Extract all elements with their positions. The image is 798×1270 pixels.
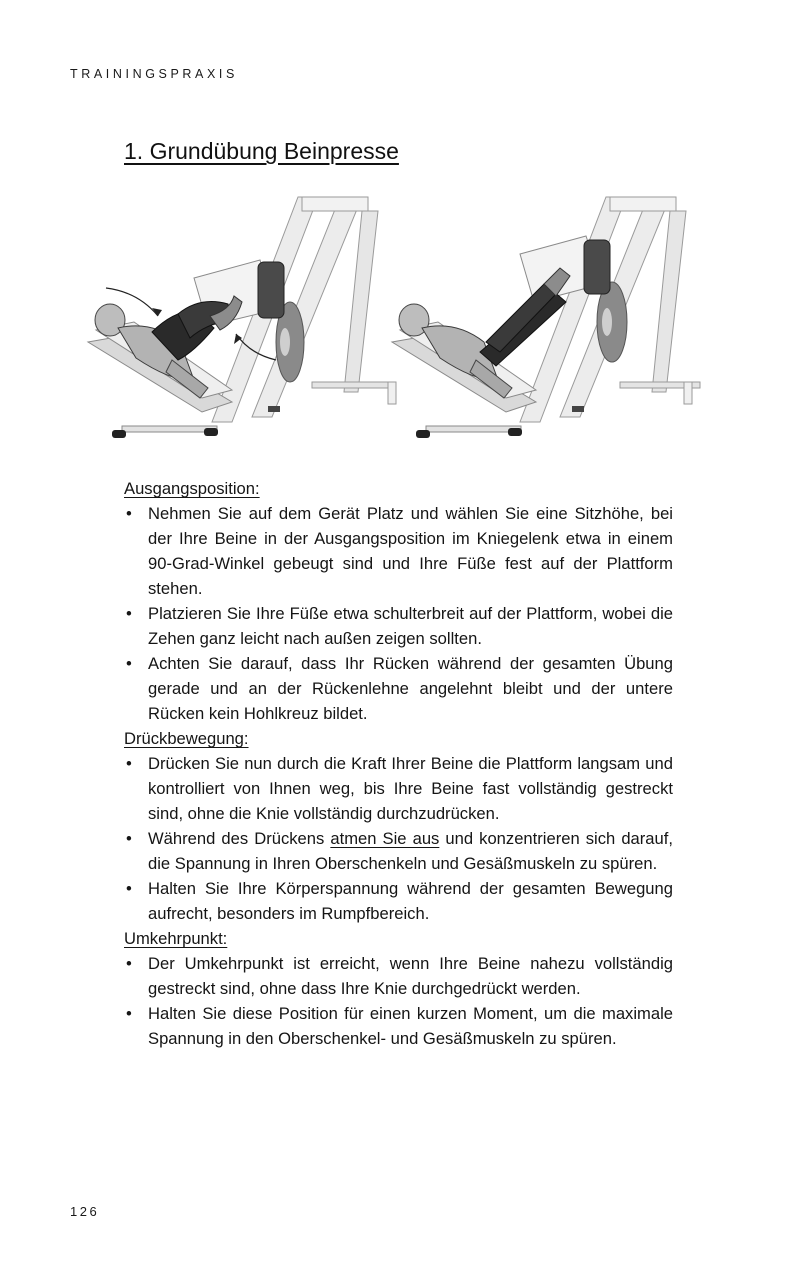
list-item: • Achten Sie darauf, dass Ihr Rücken während der gesamten Übung gerade und an der Rückenlehne angelehnt bleibt und der untere Rücken kein Hohlkreuz bildet. [124,651,673,726]
section-heading-drueckbewegung: Drückbewegung: [124,729,249,748]
list-ausgangsposition [124,501,673,726]
leg-press-illustration [82,192,702,454]
list-item-text: Während des Drückens [148,829,331,848]
page-title: 1. Grundübung Beinpresse [124,138,399,164]
list-drueckbewegung [124,751,673,926]
leg-press-end-position [392,197,700,438]
section-heading-umkehrpunkt: Umkehrpunkt: [124,929,228,948]
list-item: • Drücken Sie nun durch die Kraft Ihrer Beine die Plattform langsam und kontrolliert von Ihnen weg, bis Ihre Beine fast vollständig gestreckt sind, ohne die Knie vollständig durchzudrücken. [124,751,673,826]
list-item [124,826,673,876]
running-header: TRAININGSPRAXIS [70,67,238,81]
list-item: • Halten Sie Ihre Körperspannung während der gesamten Bewegung aufrecht, besonders im Rumpfbereich. [124,876,673,926]
list-item: • Der Umkehrpunkt ist erreicht, wenn Ihre Beine nahezu vollständig gestreckt sind, ohne dass Ihre Knie durchgedrückt werden. [124,951,673,1001]
page-number: 126 [70,1204,100,1219]
section-heading-ausgangsposition: Ausgangsposition: [124,479,260,498]
list-item-text: und konzentrieren sich darauf, die Spannung in Ihren Oberschenkeln und Gesäßmuskeln zu spüren. [148,829,673,873]
emphasis-breathing: atmen Sie aus [330,829,440,848]
list-item: • Platzieren Sie Ihre Füße etwa schulterbreit auf der Plattform, wobei die Zehen ganz leicht nach außen zeigen sollten. [124,601,673,651]
list-item: • Nehmen Sie auf dem Gerät Platz und wählen Sie eine Sitzhöhe, bei der Ihre Beine in der Ausgangsposition im Kniegelenk etwa in einem 90-Grad-Winkel gebeugt sind und Ihre Füße fest auf der Plattform stehen. [124,501,673,601]
exercise-instructions [124,476,673,1051]
list-item: • Halten Sie diese Position für einen kurzen Moment, um die maximale Spannung in den Oberschenkel- und Gesäßmuskeln zu spüren. [124,1001,673,1051]
leg-press-start-position [88,197,396,438]
list-umkehrpunkt [124,951,673,1051]
